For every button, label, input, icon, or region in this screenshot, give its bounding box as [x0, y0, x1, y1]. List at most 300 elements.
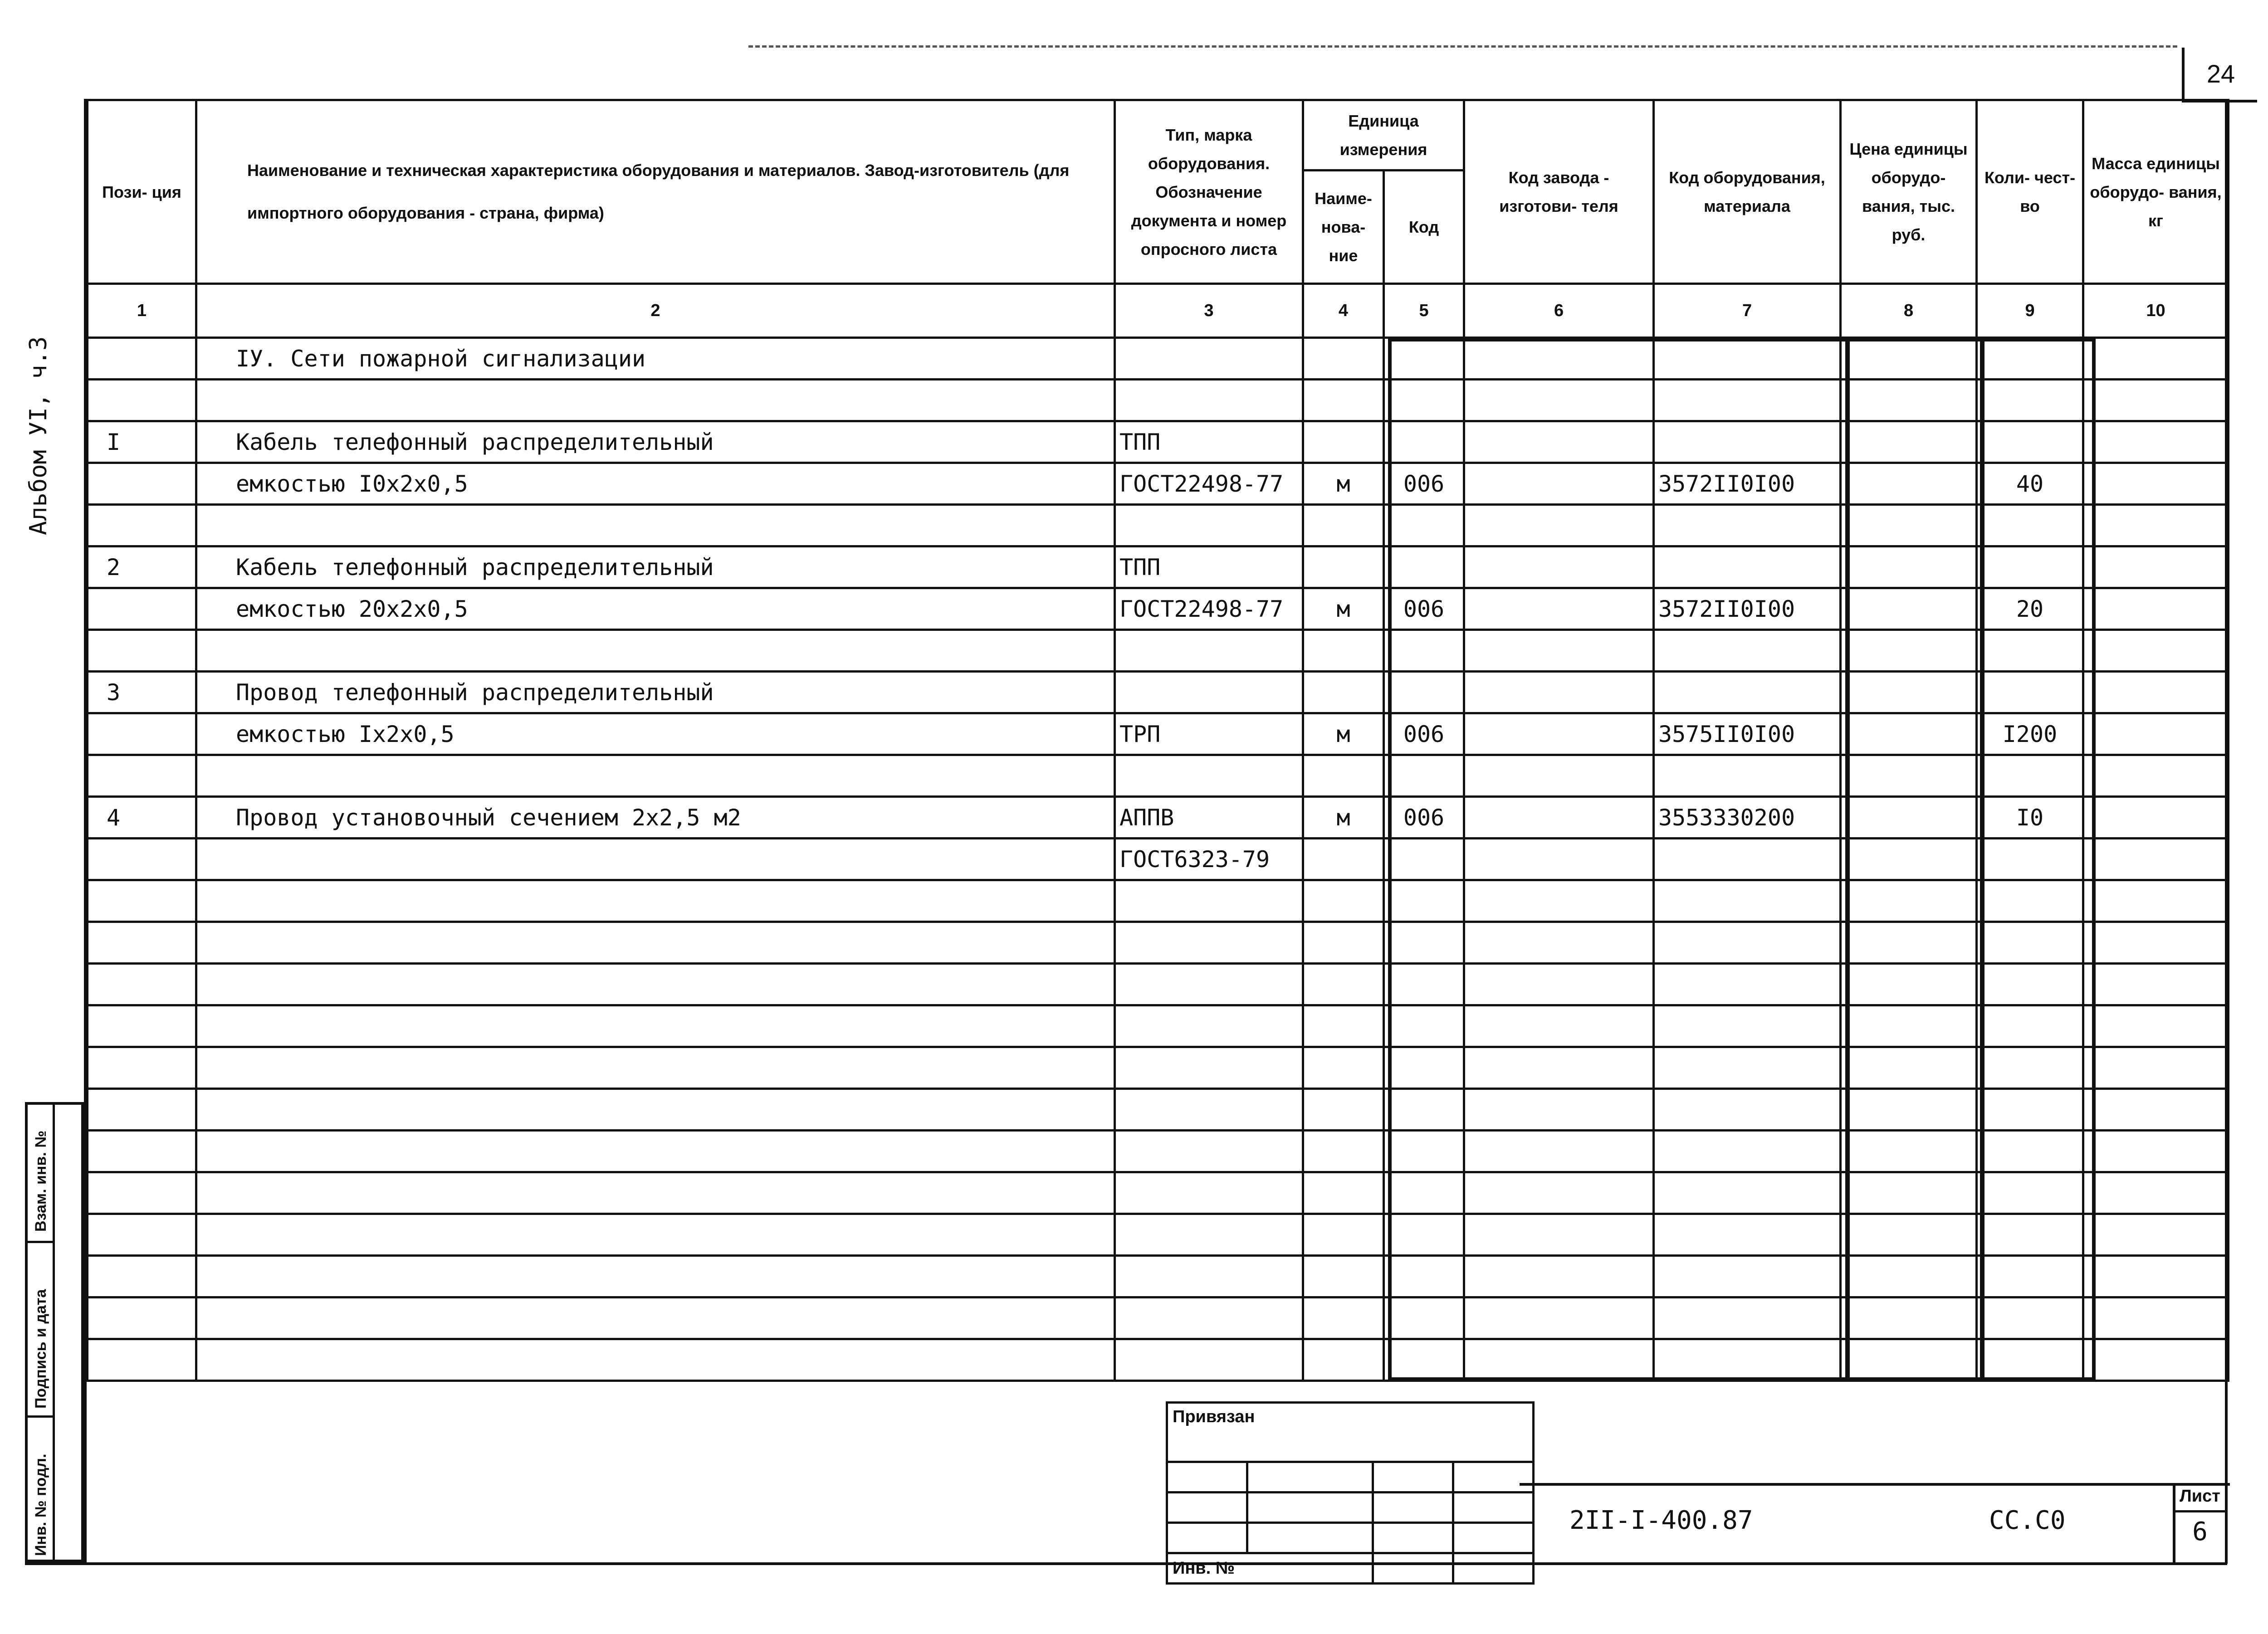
document-mark: СС.С0: [1989, 1506, 2066, 1535]
cell-type: [1115, 1047, 1303, 1089]
cell-position: [88, 338, 196, 380]
cell-quantity: 20: [1977, 588, 2083, 630]
cell-factory-code: [1464, 338, 1654, 380]
cell-price: [1841, 1005, 1977, 1047]
cell-position: [88, 463, 196, 505]
cell-name: [196, 505, 1115, 546]
cell-unit-name: [1303, 755, 1384, 797]
cell-type: [1115, 1256, 1303, 1297]
cell-position: [88, 1089, 196, 1131]
cell-quantity: [1977, 421, 2083, 463]
cell-unit-code: [1384, 1005, 1464, 1047]
cell-equipment-code: [1654, 1256, 1841, 1297]
cell-quantity: [1977, 1172, 2083, 1214]
table-row: [88, 1256, 2229, 1297]
cell-name: [196, 839, 1115, 880]
cell-unit-code: [1384, 1047, 1464, 1089]
cell-unit-code: [1384, 922, 1464, 964]
cell-position: [88, 964, 196, 1005]
cell-unit-name: [1303, 1297, 1384, 1339]
header-equipment-code: Код оборудования, материала: [1654, 100, 1841, 284]
cell-type: [1115, 1089, 1303, 1131]
column-number-row: [88, 284, 2229, 338]
cell-name: [196, 1297, 1115, 1339]
cell-unit-code: [1384, 1256, 1464, 1297]
side-label-vzam: Взам. инв. №: [32, 1130, 49, 1232]
cell-equipment-code: [1654, 1005, 1841, 1047]
side-label-inv-podl: Инв. № подл.: [32, 1454, 49, 1556]
cell-factory-code: [1464, 1172, 1654, 1214]
table-row: [88, 505, 2229, 546]
cell-type: ГОСТ6323-79: [1115, 839, 1303, 880]
column-number: 5: [1384, 284, 1464, 338]
cell-equipment-code: [1654, 672, 1841, 713]
cell-unit-code: [1384, 839, 1464, 880]
cell-type: [1115, 672, 1303, 713]
cell-position: [88, 1256, 196, 1297]
cell-name: [196, 1089, 1115, 1131]
column-number: 7: [1654, 284, 1841, 338]
cell-mass: [2083, 880, 2229, 922]
cell-price: [1841, 1339, 1977, 1381]
cell-price: [1841, 505, 1977, 546]
cell-equipment-code: [1654, 1172, 1841, 1214]
specification-body: [88, 338, 2229, 1381]
header-factory-code: Код завода - изготови- теля: [1464, 100, 1654, 284]
cell-quantity: [1977, 338, 2083, 380]
cell-unit-code: [1384, 1172, 1464, 1214]
cell-quantity: I200: [1977, 713, 2083, 755]
cell-mass: [2083, 1256, 2229, 1297]
cell-unit-name: [1303, 338, 1384, 380]
cell-type: [1115, 1131, 1303, 1172]
cell-equipment-code: [1654, 964, 1841, 1005]
cell-position: [88, 713, 196, 755]
cell-type: [1115, 338, 1303, 380]
column-number: 2: [196, 284, 1115, 338]
header-position: Пози- ция: [88, 100, 196, 284]
cell-name: Кабель телефонный распределительный: [196, 421, 1115, 463]
cell-type: [1115, 1214, 1303, 1256]
cell-unit-code: [1384, 421, 1464, 463]
cell-factory-code: [1464, 463, 1654, 505]
cell-unit-name: [1303, 421, 1384, 463]
frame-bottom: [25, 1562, 2227, 1565]
cell-factory-code: [1464, 713, 1654, 755]
cell-type: [1115, 1339, 1303, 1381]
column-number: 10: [2083, 284, 2229, 338]
cell-type: [1115, 880, 1303, 922]
cell-quantity: [1977, 880, 2083, 922]
cell-unit-name: [1303, 1005, 1384, 1047]
cell-equipment-code: [1654, 546, 1841, 588]
cell-name: [196, 755, 1115, 797]
cell-name: [196, 880, 1115, 922]
cell-position: [88, 922, 196, 964]
cell-unit-code: 006: [1384, 588, 1464, 630]
cell-quantity: [1977, 1005, 2083, 1047]
cell-mass: [2083, 380, 2229, 421]
cell-name: [196, 1047, 1115, 1089]
cell-quantity: [1977, 1131, 2083, 1172]
cell-unit-name: [1303, 505, 1384, 546]
sheet-label: Лист: [2180, 1487, 2220, 1506]
cell-unit-name: [1303, 1131, 1384, 1172]
cell-price: [1841, 1172, 1977, 1214]
cell-price: [1841, 546, 1977, 588]
cell-mass: [2083, 1172, 2229, 1214]
header-mass: Масса единицы оборудо- вания, кг: [2083, 100, 2229, 284]
cell-factory-code: [1464, 1297, 1654, 1339]
cell-price: [1841, 1089, 1977, 1131]
table-row: [88, 380, 2229, 421]
cell-quantity: [1977, 672, 2083, 713]
cell-price: [1841, 1297, 1977, 1339]
cell-unit-name: [1303, 839, 1384, 880]
cell-factory-code: [1464, 421, 1654, 463]
cell-equipment-code: [1654, 1047, 1841, 1089]
cell-unit-name: м: [1303, 463, 1384, 505]
cell-name: Провод телефонный распределительный: [196, 672, 1115, 713]
side-album-label: Альбом УI, ч.3: [25, 336, 52, 535]
stamp-block: [1166, 1401, 1535, 1585]
column-number: 3: [1115, 284, 1303, 338]
cell-type: ТПП: [1115, 421, 1303, 463]
cell-unit-code: [1384, 755, 1464, 797]
cell-unit-name: [1303, 880, 1384, 922]
cell-price: [1841, 463, 1977, 505]
cell-position: [88, 588, 196, 630]
cell-unit-name: м: [1303, 797, 1384, 839]
cell-position: [88, 1172, 196, 1214]
cell-quantity: [1977, 964, 2083, 1005]
cell-mass: [2083, 588, 2229, 630]
cell-mass: [2083, 1214, 2229, 1256]
cell-name: [196, 1256, 1115, 1297]
cell-equipment-code: 3572II0I00: [1654, 588, 1841, 630]
cell-position: [88, 755, 196, 797]
cell-equipment-code: [1654, 505, 1841, 546]
cell-type: [1115, 630, 1303, 672]
table-row: [88, 1172, 2229, 1214]
cell-factory-code: [1464, 839, 1654, 880]
cell-unit-name: [1303, 1339, 1384, 1381]
column-number: 8: [1841, 284, 1977, 338]
cell-price: [1841, 1131, 1977, 1172]
cell-mass: [2083, 755, 2229, 797]
table-row: [88, 338, 2229, 380]
cell-unit-name: [1303, 672, 1384, 713]
cell-factory-code: [1464, 1089, 1654, 1131]
table-row: [88, 588, 2229, 630]
cell-position: [88, 505, 196, 546]
cell-mass: [2083, 630, 2229, 672]
cell-price: [1841, 630, 1977, 672]
footer-title-line: [1520, 1483, 2227, 1486]
cell-equipment-code: 3575II0I00: [1654, 713, 1841, 755]
cell-quantity: [1977, 630, 2083, 672]
header-unit-group: Единица измерения: [1303, 100, 1464, 171]
cell-equipment-code: [1654, 1339, 1841, 1381]
table-row: [88, 839, 2229, 880]
cell-unit-code: 006: [1384, 463, 1464, 505]
cell-equipment-code: [1654, 338, 1841, 380]
cell-factory-code: [1464, 630, 1654, 672]
cell-factory-code: [1464, 546, 1654, 588]
cell-position: [88, 1047, 196, 1089]
cell-mass: [2083, 922, 2229, 964]
cell-unit-name: [1303, 922, 1384, 964]
cell-mass: [2083, 338, 2229, 380]
cell-unit-name: [1303, 1214, 1384, 1256]
cell-position: [88, 630, 196, 672]
cell-name: емкостью I0х2х0,5: [196, 463, 1115, 505]
cell-name: [196, 1131, 1115, 1172]
cell-price: [1841, 1214, 1977, 1256]
cell-price: [1841, 797, 1977, 839]
cell-mass: [2083, 1339, 2229, 1381]
table-row: [88, 463, 2229, 505]
cell-equipment-code: [1654, 1131, 1841, 1172]
column-number: 6: [1464, 284, 1654, 338]
cell-unit-code: [1384, 546, 1464, 588]
cell-price: [1841, 588, 1977, 630]
cell-unit-name: [1303, 1172, 1384, 1214]
cell-name: [196, 922, 1115, 964]
cell-quantity: [1977, 1047, 2083, 1089]
cell-factory-code: [1464, 797, 1654, 839]
cell-type: [1115, 922, 1303, 964]
header-price: Цена единицы оборудо- вания, тыс. руб.: [1841, 100, 1977, 284]
side-label-podpis: Подпись и дата: [32, 1289, 49, 1409]
cell-unit-code: [1384, 380, 1464, 421]
cell-position: [88, 1297, 196, 1339]
cell-unit-name: [1303, 964, 1384, 1005]
header-unit-name: Наиме- нова- ние: [1303, 171, 1384, 284]
cell-unit-code: [1384, 630, 1464, 672]
cell-position: [88, 880, 196, 922]
cell-type: [1115, 1005, 1303, 1047]
table-row: [88, 672, 2229, 713]
cell-mass: [2083, 797, 2229, 839]
cell-equipment-code: 3572II0I00: [1654, 463, 1841, 505]
cell-unit-code: [1384, 1131, 1464, 1172]
cell-equipment-code: 3553330200: [1654, 797, 1841, 839]
table-row: [88, 922, 2229, 964]
cell-price: [1841, 880, 1977, 922]
cell-mass: [2083, 1005, 2229, 1047]
cell-position: 3: [88, 672, 196, 713]
table-row: [88, 1005, 2229, 1047]
cell-mass: [2083, 1131, 2229, 1172]
cell-price: [1841, 1256, 1977, 1297]
cell-mass: [2083, 505, 2229, 546]
table-row: [88, 1131, 2229, 1172]
cell-name: Провод установочный сечением 2х2,5 м2: [196, 797, 1115, 839]
header-quantity: Коли- чест- во: [1977, 100, 2083, 284]
cell-equipment-code: [1654, 755, 1841, 797]
cell-price: [1841, 713, 1977, 755]
cell-factory-code: [1464, 880, 1654, 922]
cell-type: [1115, 964, 1303, 1005]
cell-unit-code: [1384, 672, 1464, 713]
cell-equipment-code: [1654, 1214, 1841, 1256]
bold-divider-price: [1845, 338, 1850, 1381]
cell-equipment-code: [1654, 880, 1841, 922]
table-row: [88, 964, 2229, 1005]
side-stamp: [25, 1102, 84, 1562]
cell-unit-code: [1384, 1297, 1464, 1339]
cell-price: [1841, 922, 1977, 964]
cell-quantity: [1977, 1339, 2083, 1381]
cell-quantity: [1977, 839, 2083, 880]
cell-unit-code: [1384, 505, 1464, 546]
cell-name: [196, 1005, 1115, 1047]
cell-type: ТПП: [1115, 546, 1303, 588]
table-row: [88, 713, 2229, 755]
cell-mass: [2083, 1047, 2229, 1089]
cell-equipment-code: [1654, 922, 1841, 964]
cell-unit-name: [1303, 546, 1384, 588]
cell-factory-code: [1464, 755, 1654, 797]
cell-equipment-code: [1654, 839, 1841, 880]
cell-mass: [2083, 546, 2229, 588]
header-type: Тип, марка оборудования. Обозначение документа и номер опросного листа: [1115, 100, 1303, 284]
cell-name: [196, 1214, 1115, 1256]
table-row: [88, 1339, 2229, 1381]
cell-unit-name: [1303, 1089, 1384, 1131]
cell-equipment-code: [1654, 1297, 1841, 1339]
cell-factory-code: [1464, 964, 1654, 1005]
top-dashed-line: [748, 45, 2177, 48]
cell-unit-name: [1303, 1047, 1384, 1089]
cell-unit-code: [1384, 338, 1464, 380]
bold-divider-qty: [1980, 338, 1984, 1381]
cell-price: [1841, 380, 1977, 421]
cell-mass: [2083, 1089, 2229, 1131]
cell-quantity: I0: [1977, 797, 2083, 839]
header-unit-code: Код: [1384, 171, 1464, 284]
column-number: 4: [1303, 284, 1384, 338]
cell-name: Кабель телефонный распределительный: [196, 546, 1115, 588]
cell-type: [1115, 1172, 1303, 1214]
table-row: [88, 755, 2229, 797]
cell-type: [1115, 380, 1303, 421]
cell-position: [88, 839, 196, 880]
cell-quantity: 40: [1977, 463, 2083, 505]
cell-name: [196, 964, 1115, 1005]
stamp-privyazan: Привязан: [1167, 1403, 1534, 1462]
cell-price: [1841, 755, 1977, 797]
cell-mass: [2083, 421, 2229, 463]
cell-price: [1841, 839, 1977, 880]
cell-unit-code: 006: [1384, 797, 1464, 839]
cell-price: [1841, 421, 1977, 463]
cell-unit-code: [1384, 880, 1464, 922]
cell-factory-code: [1464, 1047, 1654, 1089]
cell-equipment-code: [1654, 380, 1841, 421]
cell-unit-name: [1303, 1256, 1384, 1297]
cell-quantity: [1977, 1256, 2083, 1297]
cell-unit-name: [1303, 630, 1384, 672]
cell-unit-code: 006: [1384, 713, 1464, 755]
cell-unit-name: [1303, 380, 1384, 421]
cell-unit-name: м: [1303, 713, 1384, 755]
cell-quantity: [1977, 546, 2083, 588]
cell-type: ТРП: [1115, 713, 1303, 755]
page-number: 24: [2182, 48, 2257, 102]
cell-position: 2: [88, 546, 196, 588]
cell-unit-code: [1384, 1089, 1464, 1131]
cell-name: емкостью Iх2х0,5: [196, 713, 1115, 755]
cell-factory-code: [1464, 1005, 1654, 1047]
table-row: [88, 421, 2229, 463]
cell-type: [1115, 1297, 1303, 1339]
cell-quantity: [1977, 380, 2083, 421]
table-row: [88, 1047, 2229, 1089]
sheet-number: 6: [2192, 1517, 2208, 1546]
cell-name: емкостью 20х2х0,5: [196, 588, 1115, 630]
cell-price: [1841, 1047, 1977, 1089]
cell-equipment-code: [1654, 630, 1841, 672]
stamp-inv-no: Инв. №: [1167, 1553, 1373, 1584]
cell-equipment-code: [1654, 1089, 1841, 1131]
cell-factory-code: [1464, 672, 1654, 713]
cell-mass: [2083, 964, 2229, 1005]
table-row: [88, 1089, 2229, 1131]
cell-type: ГОСТ22498-77: [1115, 588, 1303, 630]
cell-quantity: [1977, 1089, 2083, 1131]
cell-factory-code: [1464, 922, 1654, 964]
cell-factory-code: [1464, 1214, 1654, 1256]
table-row: [88, 630, 2229, 672]
column-number: 1: [88, 284, 196, 338]
cell-name: IУ. Сети пожарной сигнализации: [196, 338, 1115, 380]
sheet-divider: [2173, 1510, 2227, 1512]
specification-table: [86, 99, 2229, 1382]
document-code: 2II-I-400.87: [1569, 1506, 1753, 1535]
cell-mass: [2083, 713, 2229, 755]
cell-type: [1115, 755, 1303, 797]
cell-factory-code: [1464, 588, 1654, 630]
cell-name: [196, 380, 1115, 421]
frame-right: [2225, 99, 2228, 1564]
table-row: [88, 1214, 2229, 1256]
cell-quantity: [1977, 1214, 2083, 1256]
table-row: [88, 797, 2229, 839]
cell-factory-code: [1464, 505, 1654, 546]
cell-mass: [2083, 672, 2229, 713]
cell-quantity: [1977, 755, 2083, 797]
cell-quantity: [1977, 922, 2083, 964]
cell-unit-code: [1384, 1339, 1464, 1381]
cell-unit-name: м: [1303, 588, 1384, 630]
cell-price: [1841, 964, 1977, 1005]
cell-position: [88, 1339, 196, 1381]
cell-type: [1115, 505, 1303, 546]
cell-mass: [2083, 1297, 2229, 1339]
table-row: [88, 546, 2229, 588]
cell-unit-code: [1384, 964, 1464, 1005]
cell-type: ГОСТ22498-77: [1115, 463, 1303, 505]
cell-position: [88, 1005, 196, 1047]
cell-price: [1841, 672, 1977, 713]
cell-price: [1841, 338, 1977, 380]
table-row: [88, 1297, 2229, 1339]
cell-unit-code: [1384, 1214, 1464, 1256]
cell-quantity: [1977, 505, 2083, 546]
cell-equipment-code: [1654, 421, 1841, 463]
